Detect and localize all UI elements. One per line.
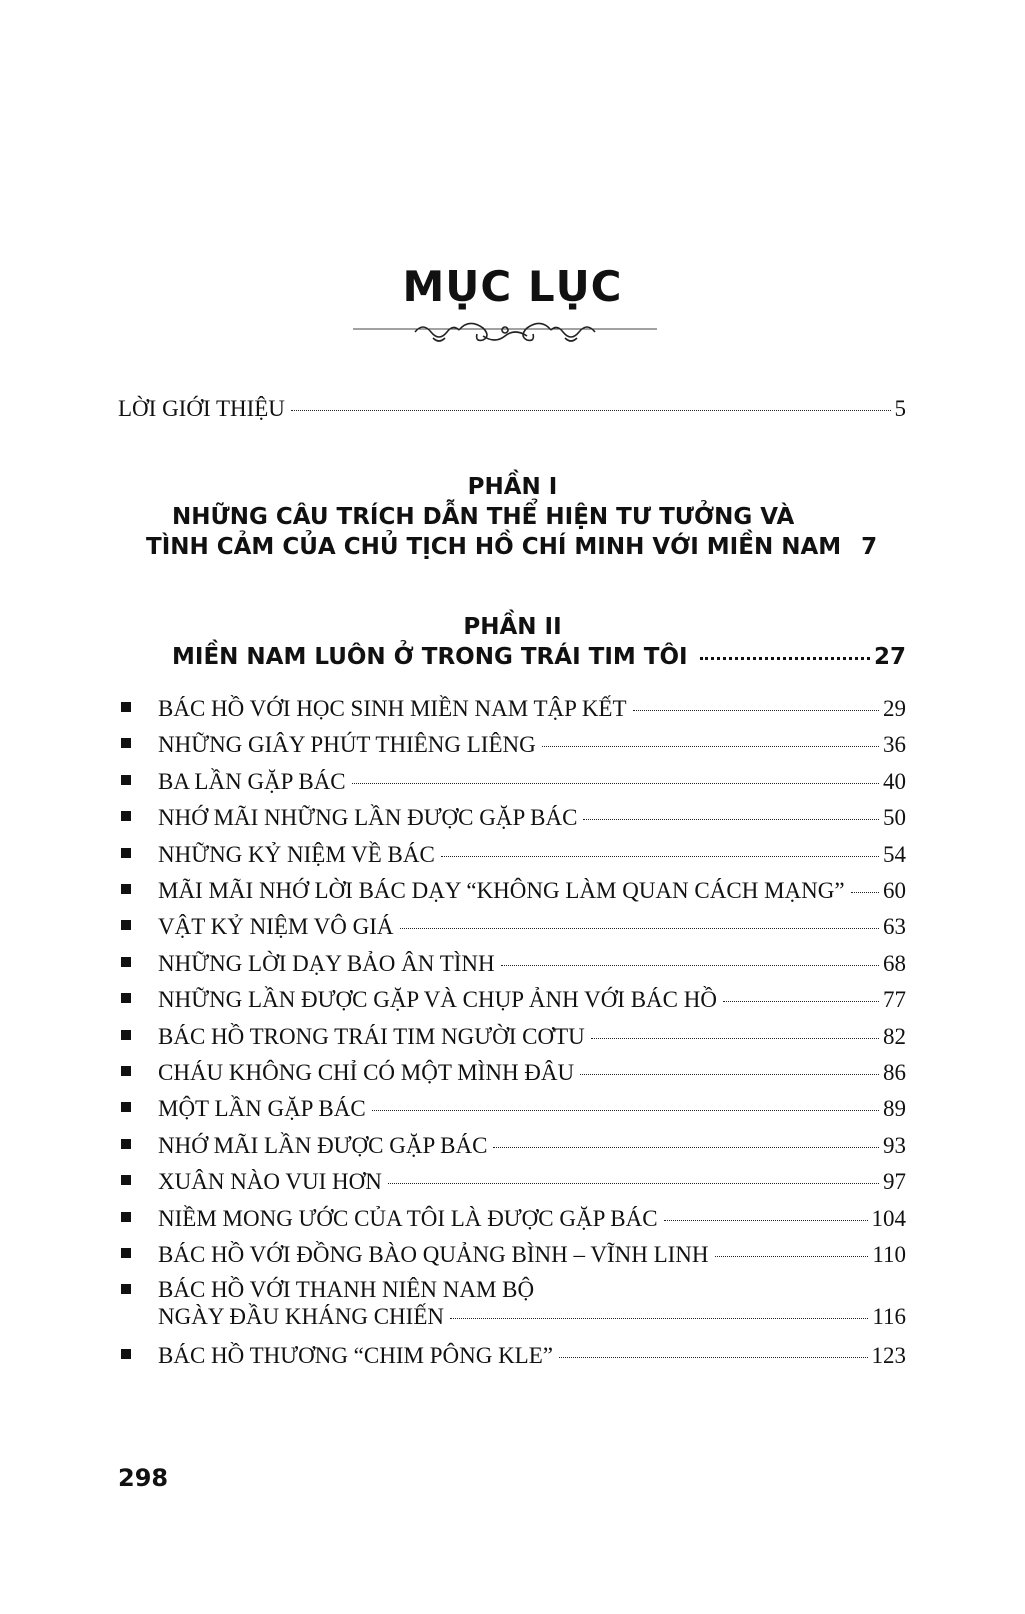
toc-entry[interactable] [158,1022,906,1052]
toc-entry-page: 93 [883,1132,906,1158]
toc-entry-label: NHỚ MÃI NHỮNG LẦN ĐƯỢC GẶP BÁC [158,805,578,831]
toc-entry[interactable] [158,803,906,833]
toc-entry[interactable] [158,949,906,979]
toc-entry-page: 123 [871,1343,906,1368]
toc-entry-label: CHÁU KHÔNG CHỈ CÓ MỘT MÌNH ĐÂU [158,1060,575,1085]
toc-entry[interactable] [158,1058,906,1088]
leader-dots [441,856,879,857]
toc-entry-page: 110 [872,1242,906,1267]
bullet-icon [121,920,131,930]
leader-dots [388,1183,879,1184]
part1-title-line2[interactable] [146,532,877,563]
bullet-icon [121,1102,131,1112]
toc-entry[interactable] [158,694,906,724]
toc-entry-page: 63 [883,914,906,940]
bullet-icon [121,738,131,748]
toc-entry[interactable] [158,767,906,797]
toc-entry-label-line2: NGÀY ĐẦU KHÁNG CHIẾN [158,1304,444,1329]
toc-entry[interactable] [158,1240,906,1270]
leader-dots [851,892,879,893]
bullet-icon [121,811,131,821]
toc-entry-label: BA LẦN GẶP BÁC [158,768,346,794]
leader-dots [501,965,879,966]
leader-dots [715,1256,869,1257]
toc-entry-page: 77 [883,987,906,1013]
part2-title: MIỀN NAM LUÔN Ở TRONG TRÁI TIM TÔI [172,644,688,670]
toc-entry-last[interactable] [158,1341,906,1371]
ornament-divider [353,318,657,346]
toc-entry-label: BÁC HỒ THƯƠNG “CHIM PÔNG KLE” [158,1343,553,1368]
toc-entry-label: NHỮNG GIÂY PHÚT THIÊNG LIÊNG [158,732,536,758]
toc-entry-page: 60 [883,878,906,903]
part2-heading: PHẦN II [463,614,562,640]
toc-entry-page: 116 [872,1304,906,1329]
bullet-icon [121,993,131,1003]
bullet-icon [121,1284,131,1294]
leader-dots [352,783,879,784]
toc-entry-label: MỘT LẦN GẶP BÁC [158,1096,366,1122]
bullet-icon [121,884,131,894]
leader-dots [400,928,879,929]
toc-entry-label: BÁC HỒ TRONG TRÁI TIM NGƯỜI CƠTU [158,1023,585,1049]
toc-entry-page: 82 [883,1023,906,1049]
toc-entry-label: LỜI GIỚI THIỆU [118,396,285,421]
toc-entry-label: NHỚ MÃI LẦN ĐƯỢC GẶP BÁC [158,1132,488,1158]
toc-entry-label: MÃI MÃI NHỚ LỜI BÁC DẠY “KHÔNG LÀM QUAN CÁCH MẠNG” [158,878,845,903]
part1-title-line1: NHỮNG CÂU TRÍCH DẪN THỂ HIỆN TƯ TƯỞNG VÀ [172,504,795,530]
toc-entry-label: BÁC HỒ VỚI ĐỒNG BÀO QUẢNG BÌNH – VĨNH LINH [158,1242,709,1267]
leader-dots [664,1220,868,1221]
toc-entry-label: BÁC HỒ VỚI HỌC SINH MIỀN NAM TẬP KẾT [158,696,627,721]
toc-entry-intro[interactable] [118,394,906,424]
toc-entry-page: 54 [883,841,906,867]
toc-entry-label: VẬT KỶ NIỆM VÔ GIÁ [158,914,394,940]
leader-dots [450,1318,868,1319]
bullet-icon [121,1248,131,1258]
toc-entry[interactable] [158,1131,906,1161]
toc-entry-label: XUÂN NÀO VUI HƠN [158,1169,382,1195]
bullet-icon [121,1139,131,1149]
leader-dots [542,746,879,747]
part1-heading: PHẦN I [467,474,558,500]
part2-page: 27 [873,644,906,670]
toc-entry-label-line1: BÁC HỒ VỚI THANH NIÊN NAM BỘ [158,1277,535,1302]
leader-dots [633,710,879,711]
toc-entry-two-line[interactable] [158,1276,906,1330]
leader-dots [723,1001,879,1002]
part1-title-line2-text: TÌNH CẢM CỦA CHỦ TỊCH HỒ CHÍ MINH VỚI MIỀN NAM [146,534,842,560]
toc-entry[interactable] [158,1094,906,1124]
toc-entry[interactable] [158,1167,906,1197]
toc-entry-page: 86 [883,1060,906,1085]
toc-entry-page: 97 [883,1169,906,1195]
toc-entry-page: 36 [883,732,906,758]
toc-entry[interactable] [158,730,906,760]
bullet-icon [121,1212,131,1222]
bullet-icon [121,1175,131,1185]
toc-entry[interactable] [158,876,906,906]
toc-entry[interactable] [158,912,906,942]
leader-dots [372,1110,879,1111]
leader-dots [583,819,879,820]
part1-page: 7 [861,534,878,560]
toc-entry-page: 68 [883,950,906,976]
leader-dots [700,657,870,660]
toc-entry-page: 40 [883,768,906,794]
bullet-icon [121,702,131,712]
leader-dots [493,1147,879,1148]
bullet-icon [121,848,131,858]
toc-entry-page: 5 [894,396,906,421]
toc-entry[interactable] [158,985,906,1015]
leader-dots [291,410,891,411]
bullet-icon [121,1349,131,1359]
part2-title-row[interactable] [172,642,906,673]
leader-dots [580,1074,879,1075]
toc-entry[interactable] [158,1204,906,1234]
bullet-icon [121,957,131,967]
toc-entry-page: 29 [883,696,906,721]
toc-entry-page: 104 [871,1205,906,1231]
leader-dots [591,1038,879,1039]
bullet-icon [121,1030,131,1040]
page-number: 298 [118,1464,169,1492]
page-title: MỤC LỤC [402,262,623,311]
bullet-icon [121,1066,131,1076]
toc-entry-label: NHỮNG LẦN ĐƯỢC GẶP VÀ CHỤP ẢNH VỚI BÁC HỒ [158,987,717,1013]
leader-dots [559,1357,868,1358]
toc-entry-page: 89 [883,1096,906,1122]
toc-entry-label: NIỀM MONG ƯỚC CỦA TÔI LÀ ĐƯỢC GẶP BÁC [158,1205,658,1231]
toc-entry-label: NHỮNG KỶ NIỆM VỀ BÁC [158,841,435,867]
toc-entry-page: 50 [883,805,906,831]
toc-entry[interactable] [158,840,906,870]
toc-entry-label: NHỮNG LỜI DẠY BẢO ÂN TÌNH [158,950,495,976]
bullet-icon [121,775,131,785]
